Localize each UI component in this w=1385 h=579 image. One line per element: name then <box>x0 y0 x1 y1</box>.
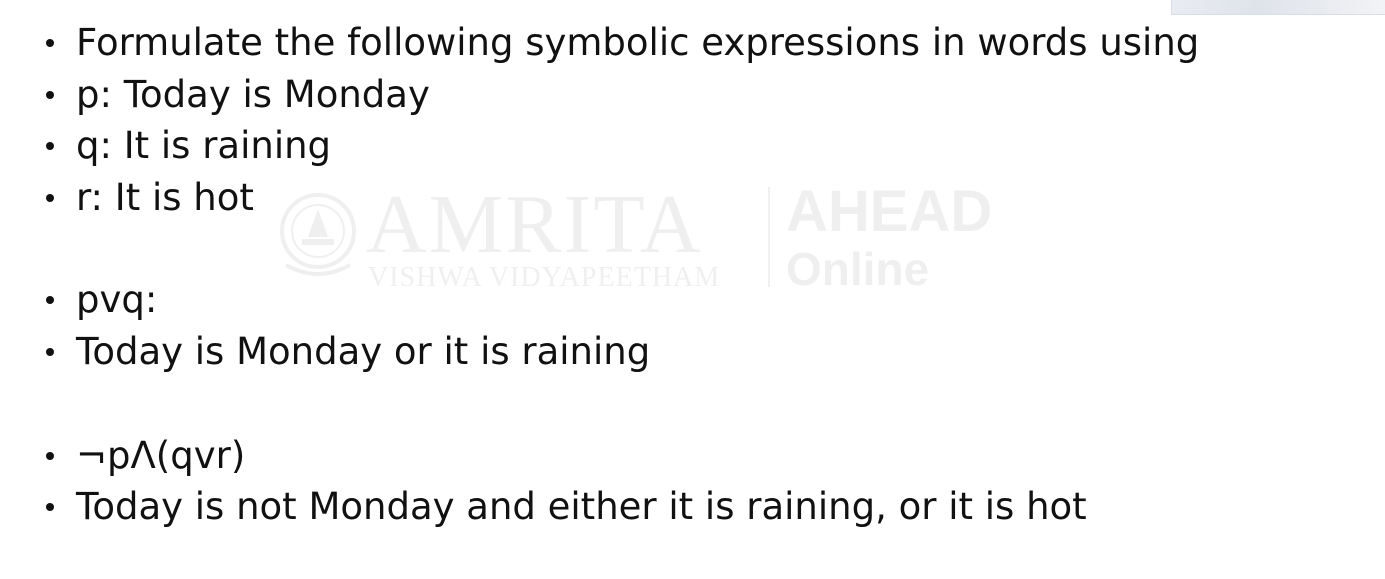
emblem-icon <box>276 191 360 279</box>
bullet-p-definition <box>46 70 430 120</box>
bullet-text: r: It is hot <box>76 176 254 219</box>
watermark-divider <box>768 187 770 287</box>
bullet-dot <box>46 452 54 460</box>
watermark-program-line2: Online <box>786 243 930 295</box>
watermark-brand: AMRITA <box>366 178 703 271</box>
bullet-dot <box>46 39 54 47</box>
bullet-text: Formulate the following symbolic expressions in words using <box>76 21 1200 64</box>
bullet-text: ¬pΛ(qvr) <box>76 434 246 477</box>
bullet-expression-2 <box>46 431 245 481</box>
bullet-intro <box>46 18 1199 68</box>
bullet-text: q: It is raining <box>76 124 332 167</box>
bullet-text: p: Today is Monday <box>76 73 430 116</box>
bullet-dot <box>46 91 54 99</box>
watermark-program-line1: AHEAD <box>786 179 993 244</box>
bullet-r-definition <box>46 173 254 223</box>
bullet-text: Today is Monday or it is raining <box>76 330 651 373</box>
bullet-dot <box>46 503 54 511</box>
bullet-dot <box>46 194 54 202</box>
presenter-thumbnail <box>1171 0 1385 15</box>
bullet-dot <box>46 348 54 356</box>
bullet-text: pvq: <box>76 278 158 321</box>
bullet-text: Today is not Monday and either it is raining, or it is hot <box>76 485 1087 528</box>
bullet-answer-2 <box>46 482 1087 532</box>
watermark-subtitle: VISHWA VIDYAPEETHAM <box>368 262 721 293</box>
watermark <box>276 178 1046 295</box>
bullet-q-definition <box>46 121 331 171</box>
bullet-dot <box>46 296 54 304</box>
bullet-answer-1 <box>46 327 650 377</box>
bullet-expression-1 <box>46 275 157 325</box>
bullet-dot <box>46 142 54 150</box>
